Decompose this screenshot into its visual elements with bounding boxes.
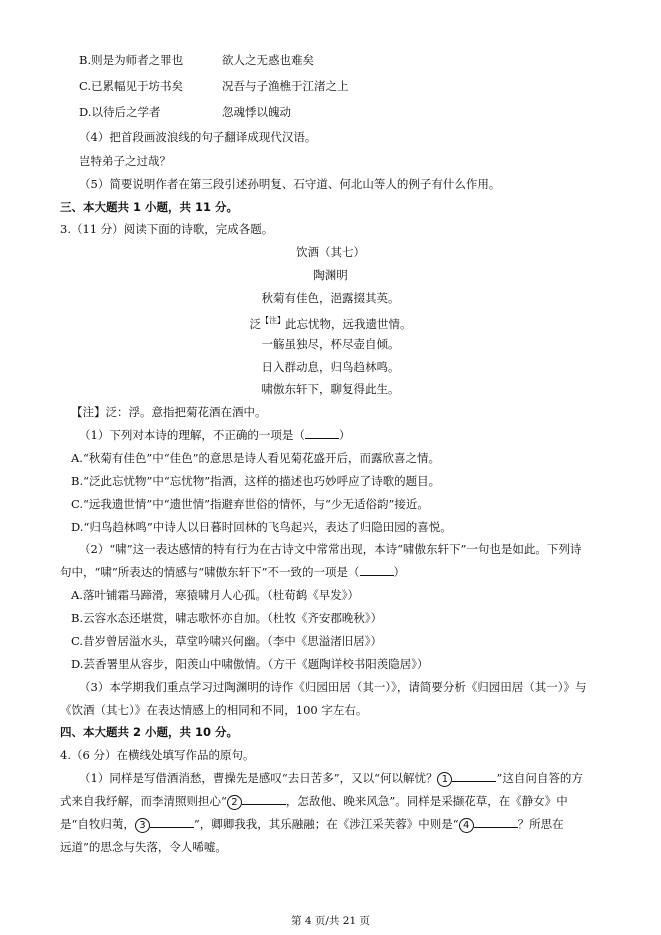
fill-blank-2[interactable]	[242, 793, 286, 805]
blank-number-1: 1	[437, 772, 452, 787]
poem-note-marker: 【注】	[261, 316, 285, 325]
poem-line-1: 秋菊有佳色，浥露掇其英。	[261, 291, 400, 305]
poem-line-5: 啸傲东轩下，聊复得此生。	[261, 382, 400, 396]
poem-note: 【注】泛：浮。意指把菊花酒在酒中。	[71, 405, 267, 419]
q4-intro: 4.（6 分）在横线处填写作品的原句。	[60, 748, 255, 762]
fill-blank-1[interactable]	[452, 770, 496, 782]
option-c-left: C.已累幅见于坊书矣	[79, 79, 184, 93]
page-footer: 第 4 页/共 21 页	[291, 915, 370, 927]
q3-1-prompt	[79, 427, 350, 443]
q4-prompt: （4）把首段画波浪线的句子翻译成现代汉语。	[79, 130, 317, 144]
option-d-left: D.以待后之学者	[79, 105, 161, 119]
q3-intro: 3.（11 分）阅读下面的诗歌，完成各题。	[60, 222, 274, 236]
q3-3-line-2: 《饮酒（其七）》在表达情感上的相同和不同，100 字左右。	[60, 703, 368, 717]
q3-2-option-c: C.昔岁曾居溢水头，草堂吟啸兴何幽。（李中《思溢渚旧居》）	[71, 634, 383, 648]
blank-number-2: 2	[227, 795, 242, 810]
q3-1-option-c: C.“远我遗世情”中“遗世情”指避弃世俗的情怀，与“少无适俗韵”接近。	[71, 497, 429, 511]
q3-1-option-a: A.“秋菊有佳色”中“佳色”的意思是诗人看见菊花盛开后，而露欣喜之情。	[71, 451, 440, 465]
option-c-right: 况吾与子渔樵于江渚之上	[222, 79, 349, 93]
q4-1-text-d: ，怎敌他、晚来风急”。同样是采撷花草，在《静女》中	[285, 794, 568, 808]
poem-line-2-post: 此忘忧物，远我遗世情。	[285, 316, 412, 331]
option-b-right: 欲人之无惑也难矣	[222, 53, 314, 67]
q4-1-line-4: 远道”的思念与失落，令人唏嘘。	[60, 840, 227, 854]
fill-blank-4[interactable]	[474, 816, 518, 828]
option-b-left: B.则是为师者之罪也	[79, 53, 184, 67]
section4-heading: 四、本大题共 2 小题，共 10 分。	[60, 725, 239, 739]
option-d-right: 忽魂悸以魄动	[222, 105, 291, 119]
q3-2-option-a: A.落叶铺霜马蹄滑，寒猿啸月人心孤。（杜荀鹤《早发》）	[71, 588, 359, 602]
answer-blank[interactable]	[305, 427, 339, 439]
q4-1-text-c: 式来自我纾解，而李清照则担心“	[60, 794, 227, 808]
q3-2-option-d: D.芸香署里从容步，阳羡山中啸傲情。（方干《题陶详校书阳羡隐居》）	[71, 657, 429, 671]
option-b-row	[79, 52, 183, 68]
q4-sentence: 岂特弟子之过哉？	[79, 154, 171, 168]
q4-1-text-b: ”这自问自答的方	[496, 771, 583, 785]
fill-blank-3[interactable]	[150, 816, 194, 828]
section3-heading: 三、本大题共 1 小题，共 11 分。	[60, 200, 239, 214]
q3-1-option-d: D.“归鸟趋林鸣”中诗人以日暮时回林的飞鸟起兴，表达了归隐田园的喜悦。	[71, 520, 452, 534]
q3-2-line-1: （2）“啸”这一表达感情的特有行为在古诗文中常常出现，本诗“啸傲东轩下”一句也是如此。下列诗	[79, 542, 582, 556]
q5-prompt: （5）简要说明作者在第三段引述孙明复、石守道、何北山等人的例子有什么作用。	[79, 177, 501, 191]
q3-1-prompt-close: ）	[338, 428, 351, 442]
q4-1-text-f: ”，卿卿我我，其乐融融；在《涉江采芙蓉》中则是“	[193, 817, 459, 831]
poem-line-3: 一觞虽独尽，杯尽壶自倾。	[261, 337, 400, 351]
q3-2-option-b: B.云容水态还堪赏，啸志歌怀亦自加。（杜牧《齐安郡晚秋》）	[71, 611, 383, 625]
q3-2-line-2	[60, 564, 405, 580]
poem-line-4: 日入群动息，归鸟趋林鸣。	[261, 360, 400, 374]
q4-1-line-3	[60, 816, 564, 833]
q4-1-line-1	[79, 770, 583, 787]
q4-1-line-2	[60, 793, 568, 810]
q4-1-text-g: ？所思在	[517, 817, 564, 831]
poem-line-2-pre: 泛	[249, 316, 261, 331]
poem-title: 饮酒（其七）	[296, 245, 365, 259]
blank-number-3: 3	[135, 818, 150, 833]
poem-author: 陶渊明	[313, 268, 348, 282]
q4-1-text-a: （1）同样是写借酒消愁，曹操先是感叹“去日苦多”，又以“何以解忧？	[79, 771, 438, 785]
blank-number-4: 4	[459, 818, 474, 833]
q3-1-option-b: B.“泛此忘忧物”中“忘忧物”指酒，这样的描述也巧妙呼应了诗歌的题目。	[71, 474, 441, 488]
poem-line-2	[0, 313, 661, 332]
answer-blank[interactable]	[360, 564, 394, 576]
q4-1-text-e: 是“自牧归荑，	[60, 817, 135, 831]
q3-1-prompt-text: （1）下列对本诗的理解，不正确的一项是（	[79, 428, 305, 442]
q3-2-line-2-close: ）	[393, 565, 406, 579]
q3-2-line-2-text: 句中，“啸”所表达的情感与“啸傲东轩下”不一致的一项是（	[60, 565, 360, 579]
q3-3-line-1: （3）本学期我们重点学习过陶渊明的诗作《归园田居（其一）》，请简要分析《归园田居（其一）》与	[79, 680, 587, 694]
